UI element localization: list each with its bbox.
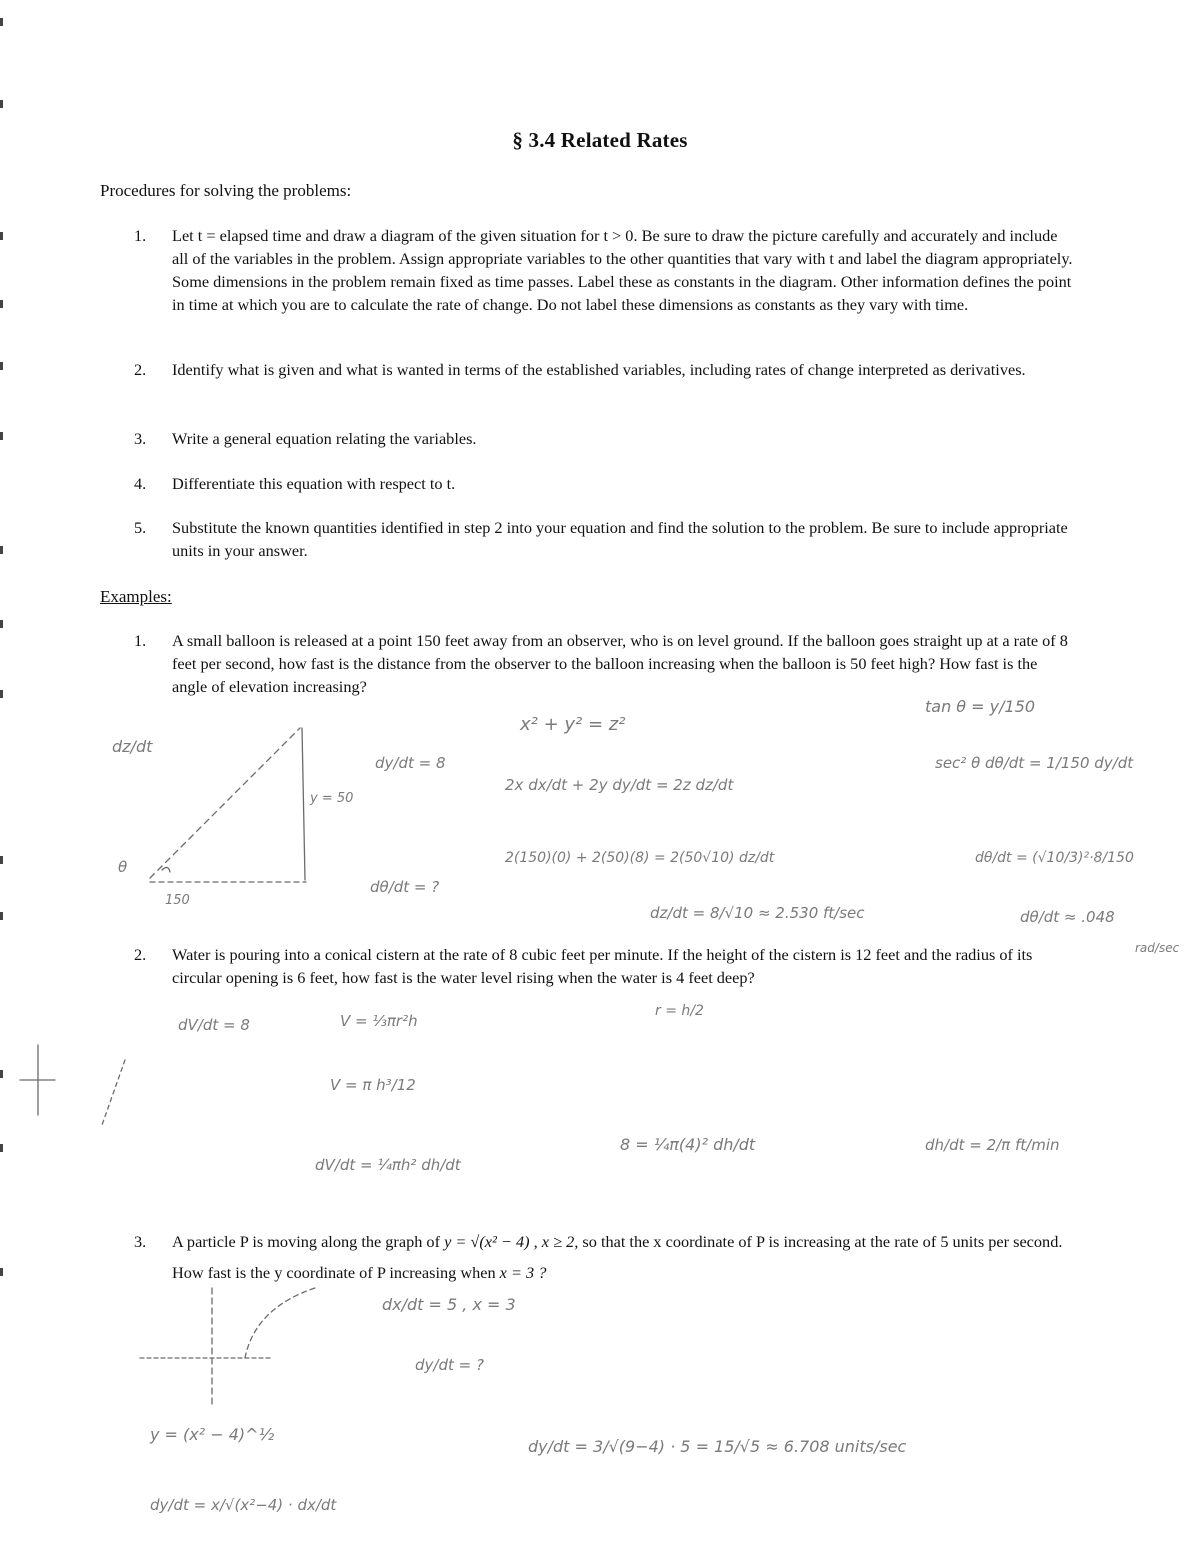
step-number: 3. bbox=[134, 429, 147, 448]
hw-rad-sec: rad/sec bbox=[1135, 941, 1180, 955]
hw-dtheta-dt: dθ/dt = ? bbox=[370, 878, 440, 896]
hw-dx-dt-5: dx/dt = 5 , x = 3 bbox=[382, 1295, 516, 1314]
example-number: 1. bbox=[134, 631, 147, 650]
hw-pythagorean: x² + y² = z² bbox=[520, 714, 626, 735]
hw-dy-dt-8: dy/dt = 8 bbox=[375, 754, 446, 772]
step-number: 2. bbox=[134, 360, 147, 379]
hw-tan-theta: tan θ = y/150 bbox=[925, 697, 1036, 716]
example-text-rest: so that the x coordinate of P is increasing at the rate of 5 units per second. How fast is the y coordinate of P increasing when bbox=[172, 1232, 1063, 1282]
hw-y-power-form: y = (x² − 4)^½ bbox=[150, 1425, 275, 1444]
hw-volume-in-h: V = π h³/12 bbox=[330, 1076, 416, 1094]
examples-heading-text: Examples: bbox=[100, 587, 172, 606]
hw-dv-dt-8: dV/dt = 8 bbox=[178, 1016, 250, 1034]
hw-dv-dt-expr: dV/dt = ¼πh² dh/dt bbox=[315, 1156, 461, 1174]
hw-dh-dt-result: dh/dt = 2/π ft/min bbox=[925, 1136, 1060, 1154]
page-title: § 3.4 Related Rates bbox=[512, 128, 688, 152]
step-number: 5. bbox=[134, 518, 147, 537]
hw-dz-dt: dz/dt bbox=[112, 737, 153, 756]
example-text: A small balloon is released at a point 150 feet away from an observer, who is on level ground. If the balloon goes straight up at a rate of 8 feet per second, how fast is the distance from the observer to the balloon increasing when the balloon is 50 feet high? How fast is the angle of elevation increasing? bbox=[172, 631, 1068, 696]
example-formula-end: x = 3 ? bbox=[499, 1263, 547, 1282]
triangle-diagram bbox=[150, 728, 306, 882]
hw-final-answer: dy/dt = 3/√(9−4) · 5 = 15/√5 ≈ 6.708 units/sec bbox=[528, 1437, 907, 1456]
hw-dtheta-expr: dθ/dt = (√10/3)²·8/150 bbox=[975, 850, 1134, 866]
example-formula: y = √(x² − 4) , x ≥ 2, bbox=[444, 1232, 579, 1251]
hw-theta-label: θ bbox=[118, 858, 128, 876]
hw-differentiated: 2x dx/dt + 2y dy/dt = 2z dz/dt bbox=[505, 776, 734, 794]
step-text: Write a general equation relating the variables. bbox=[172, 429, 477, 448]
procedures-heading: Procedures for solving the problems: bbox=[100, 181, 352, 200]
example-text-start: A particle P is moving along the graph of bbox=[172, 1232, 440, 1251]
hw-substituted: 2(150)(0) + 2(50)(8) = 2(50√10) dz/dt bbox=[505, 850, 775, 866]
hw-dz-dt-result: dz/dt = 8/√10 ≈ 2.530 ft/sec bbox=[650, 904, 865, 922]
example-number: 2. bbox=[134, 945, 147, 964]
step-text: Identify what is given and what is wanted in terms of the established variables, including rates of change interpreted as derivatives. bbox=[172, 360, 1026, 379]
cone-sketch bbox=[20, 1045, 125, 1125]
hw-r-ratio: r = h/2 bbox=[655, 1003, 704, 1019]
hw-y-equals-50: y = 50 bbox=[310, 791, 354, 806]
hw-base-150: 150 bbox=[165, 893, 190, 908]
hw-chain-rule: dy/dt = x/√(x²−4) · dx/dt bbox=[150, 1496, 337, 1514]
hw-sec-squared: sec² θ dθ/dt = 1/150 dy/dt bbox=[935, 754, 1134, 772]
example-number: 3. bbox=[134, 1232, 147, 1251]
hw-dy-dt-unknown: dy/dt = ? bbox=[415, 1356, 484, 1374]
step-number: 4. bbox=[134, 474, 147, 493]
example-text: Water is pouring into a conical cistern at the rate of 8 cubic feet per minute. If the height of the cistern is 12 feet and the radius of its circular opening is 6 feet, how fast is the water level rising when the water is 4 feet deep? bbox=[172, 945, 1033, 987]
step-number: 1. bbox=[134, 226, 147, 245]
step-text: Differentiate this equation with respect to t. bbox=[172, 474, 456, 493]
step-text: Let t = elapsed time and draw a diagram of the given situation for t > 0. Be sure to draw the picture carefully and accurately and include all of the variables in the problem. Assign appropriate variables to the other quantities that vary with t and label the diagram appropriately. Some dimensions in the problem remain fixed as time passes. Label these as constants in the diagram. Other information defines the point in time at which you are to calculate the rate of change. Do not label these dimensions as constants as they vary with time. bbox=[172, 226, 1073, 314]
graph-sketch bbox=[140, 1288, 315, 1408]
hw-dtheta-result: dθ/dt ≈ .048 bbox=[1020, 908, 1115, 926]
step-text: Substitute the known quantities identified in step 2 into your equation and find the solution to the problem. Be sure to include appropriate units in your answer. bbox=[172, 518, 1068, 560]
hw-substitution: 8 = ¼π(4)² dh/dt bbox=[620, 1135, 756, 1154]
hw-cone-volume: V = ⅓πr²h bbox=[340, 1012, 418, 1030]
